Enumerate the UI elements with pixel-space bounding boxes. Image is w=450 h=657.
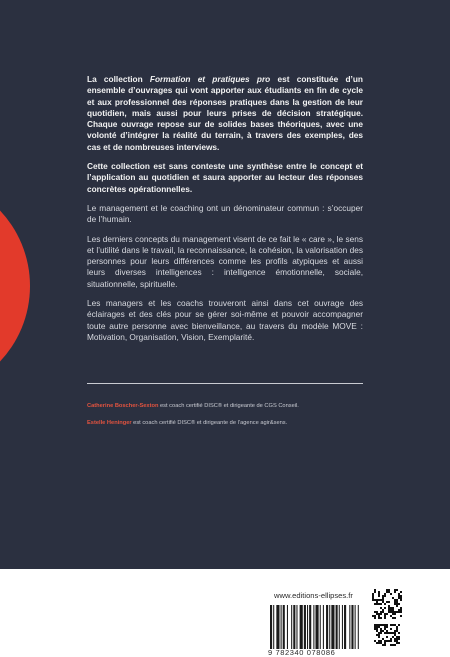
collection-paragraph: La collection Formation et pratiques pro est constituée d’un ensemble d’ouvrages qui vont apporter aux étudiants en fin de cycle et aux professionnel des réponses pratiques dans la gestion de leur quotidien, mais aussi pour leurs prises de décision stratégique. Chaque ouvrage repose sur de solides bases théoriques, avec une volonté d’intégrer la réalité du terrain, à travers des exemples, des cas et de nombreuses interviews.	[87, 74, 363, 152]
author-bio: est coach certifié DISC® et dirigeante de CGS Conseil.	[158, 403, 299, 409]
author-1	[87, 402, 377, 410]
author-name: Catherine Boscher-Sexton	[87, 403, 159, 409]
author-bio: est coach certifié DISC® et dirigeante de l’agence agir&sens.	[131, 420, 288, 426]
collection-title: Formation et pratiques pro	[149, 74, 271, 84]
authors-block	[87, 402, 377, 436]
publisher-website[interactable]: www.editions-ellipses.fr	[274, 591, 353, 600]
synthesis-paragraph: Cette collection est sans conteste une synthèse entre le concept et l’application au quotidien et saura apporter au lecteur des réponses concrètes opérationnelles.	[87, 161, 363, 194]
author-2	[87, 419, 377, 427]
concepts-paragraph: Les derniers concepts du management visent de ce fait le « care », le sens et l’utilité dans le travail, la reconnaissance, la cohésion, la valorisation des personnes pour leurs différences comme les profils atypiques et aussi leurs diverses intelligences : intelligence émotionnelle, sociale, situationnelle, spirituelle.	[87, 233, 363, 289]
qr-code-icon	[372, 589, 402, 619]
isbn-digits: 9 782340 078086	[268, 648, 336, 657]
author-name: Estelle Heninger	[87, 420, 132, 426]
red-circle-decoration	[0, 176, 30, 396]
barcode-icon	[270, 605, 362, 649]
common-denominator-paragraph: Le management et le coaching ont un dénominateur commun : s’occuper de l’humain.	[87, 202, 363, 225]
description-text	[87, 74, 363, 351]
move-model-paragraph: Les managers et les coachs trouveront ainsi dans cet ouvrage des éclairages et des clés pour se gérer soi-même et pouvoir accompagner toute autre personne avec bienveillance, au travers du modèle MOVE : Motivation, Organisation, Vision, Exemplarité.	[87, 298, 363, 342]
footer-strip	[0, 569, 450, 657]
divider-line	[87, 383, 363, 384]
qr-code-pattern-icon	[374, 624, 400, 646]
